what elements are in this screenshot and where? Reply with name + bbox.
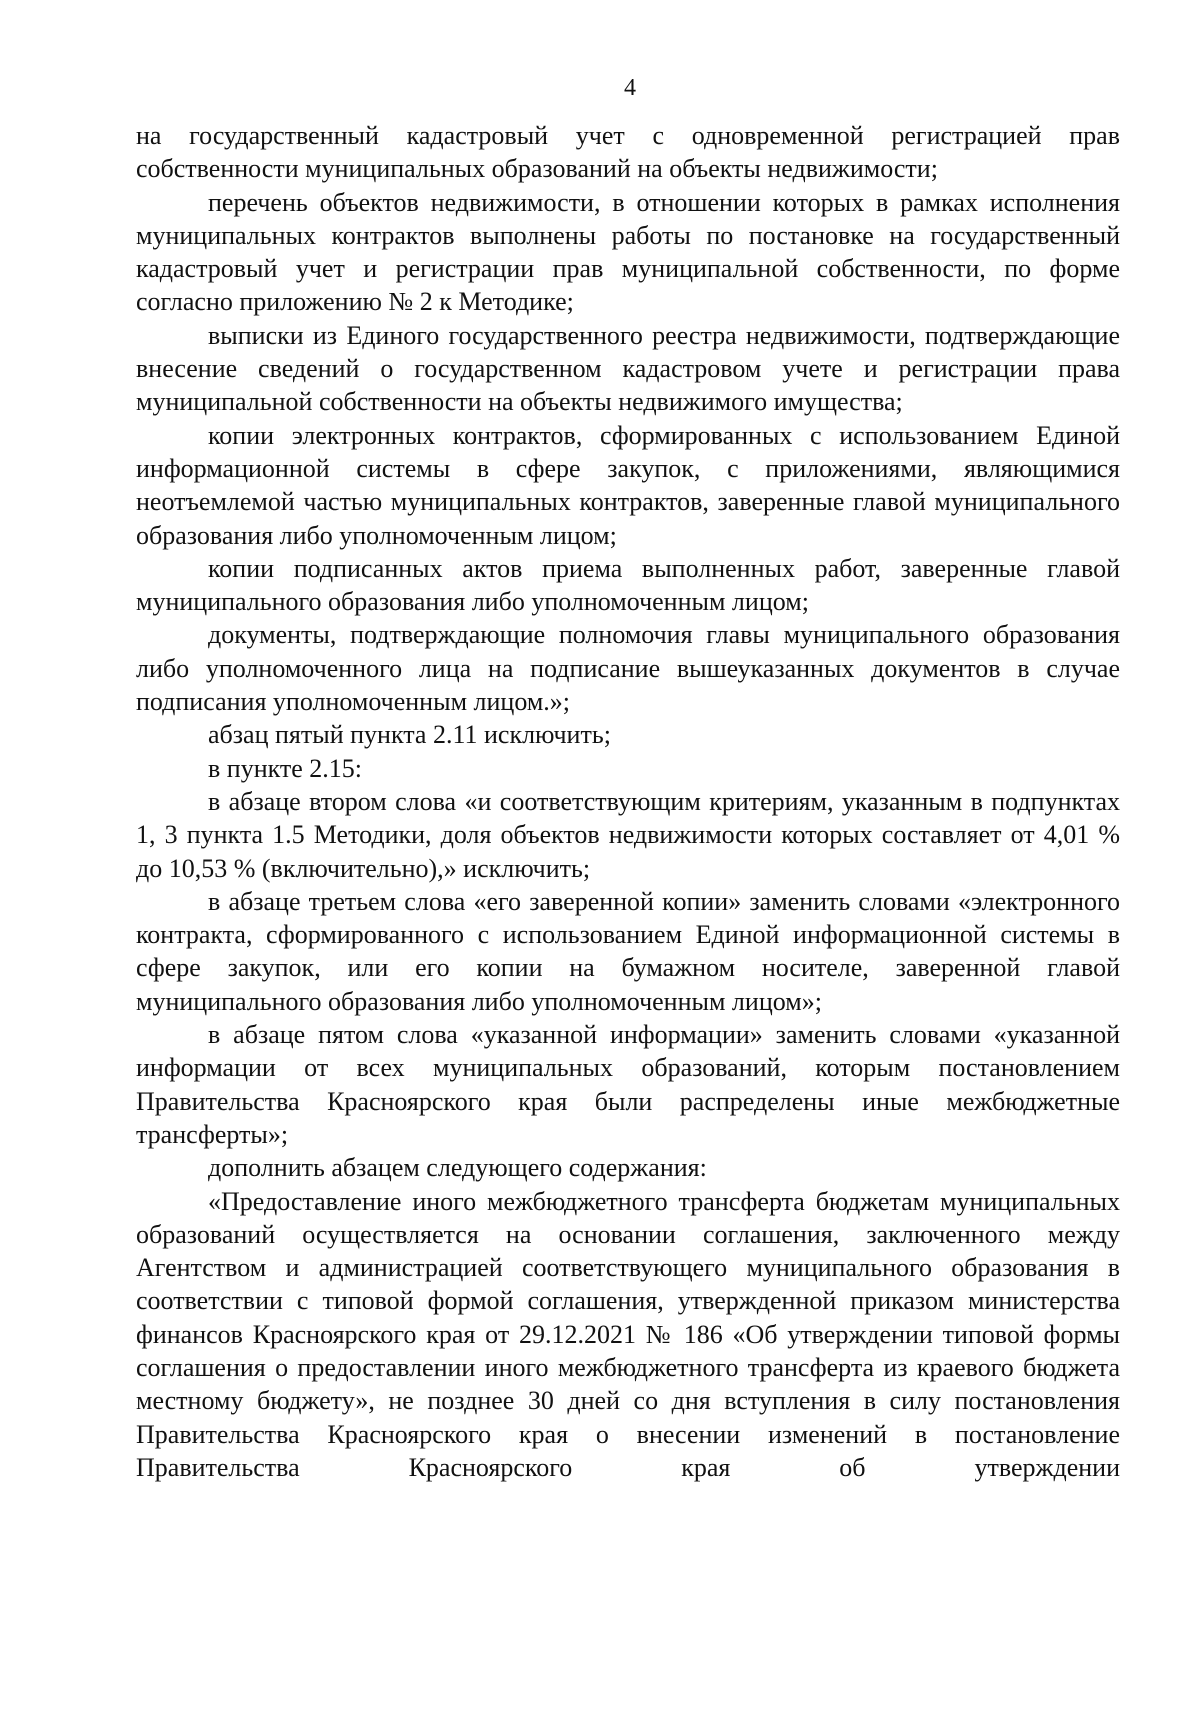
page-number: 4 (624, 75, 636, 101)
paragraph-item-2-15: в пункте 2.15: (208, 753, 363, 783)
paragraph-property-list: перечень объектов недвижимости, в отношении которых в рамках исполнения муниципальных контрактов выполнены работы по постановке на государственный кадастровый учет и регистрации прав муниципальной собственности, по форме согласно приложению № 2 к Методике; (136, 187, 1120, 317)
paragraph-add-abzac: дополнить абзацем следующего содержания: (208, 1153, 707, 1183)
paragraph-fifth-abzac: в абзаце пятом слова «указанной информации» заменить словами «указанной информации от всех муниципальных образований, которым постановлением Правительства Красноярского края были распределены иные межбюджетные трансферты»; (136, 1020, 1120, 1149)
paragraph-third-abzac: в абзаце третьем слова «его заверенной копии» заменить словами «электронного контракта, сформированного с использованием Единой информационной системы в сфере закупок, или его копии на бумажном носителе, заверенной главой муниципального образования либо уполномоченным лицом»; (136, 886, 1120, 1016)
paragraph-second-abzac: в абзаце втором слова «и соответствующим критериям, указанным в подпунктах 1, 3 пункта 1.5 Методики, доля объектов недвижимости которых составляет от 4,01 % до 10,53 % (включительно),» исключить; (136, 786, 1120, 883)
paragraph-authority-documents: документы, подтверждающие полномочия главы муниципального образования либо уполномоченного лица на подписание вышеуказанных документов в случае подписания уполномоченным лицом.»; (136, 620, 1120, 717)
paragraph-transfer-provision: «Предоставление иного межбюджетного трансферта бюджетам муниципальных образований осуществляется на основании соглашения, заключенного между Агентством и администрацией соответствующего муниципального образования в соответствии с типовой формой соглашения, утвержденной приказом министерства финансов Красноярского края от 29.12.2021 № 186 «Об утверждении типовой формы соглашения о предоставлении иного межбюджетного трансферта из краевого бюджета местному бюджету», не позднее 30 дней со дня вступления в силу постановления Правительства Красноярского края о внесении изменений в постановление Правительства Красноярского края об утверждении (136, 1186, 1120, 1482)
paragraph-contract-copies: копии электронных контрактов, сформированных с использованием Единой информационной системы в сфере закупок, с приложениями, являющимися неотъемлемой частью муниципальных контрактов, заверенные главой муниципального образования либо уполномоченным лицом; (136, 420, 1120, 550)
paragraph-exclude-2-11: абзац пятый пункта 2.11 исключить; (208, 720, 611, 750)
paragraph-registry-extracts: выписки из Единого государственного реестра недвижимости, подтверждающие внесение сведений о государственном кадастровом учете и регистрации права муниципальной собственности на объекты недвижимого имущества; (136, 320, 1120, 417)
document-body (136, 119, 1120, 1484)
paragraph-acceptance-acts: копии подписанных актов приема выполненных работ, заверенные главой муниципального образования либо уполномоченным лицом; (136, 553, 1120, 617)
paragraph-continuation: на государственный кадастровый учет с одновременной регистрацией прав собственности муниципальных образований на объекты недвижимости; (136, 121, 1120, 184)
